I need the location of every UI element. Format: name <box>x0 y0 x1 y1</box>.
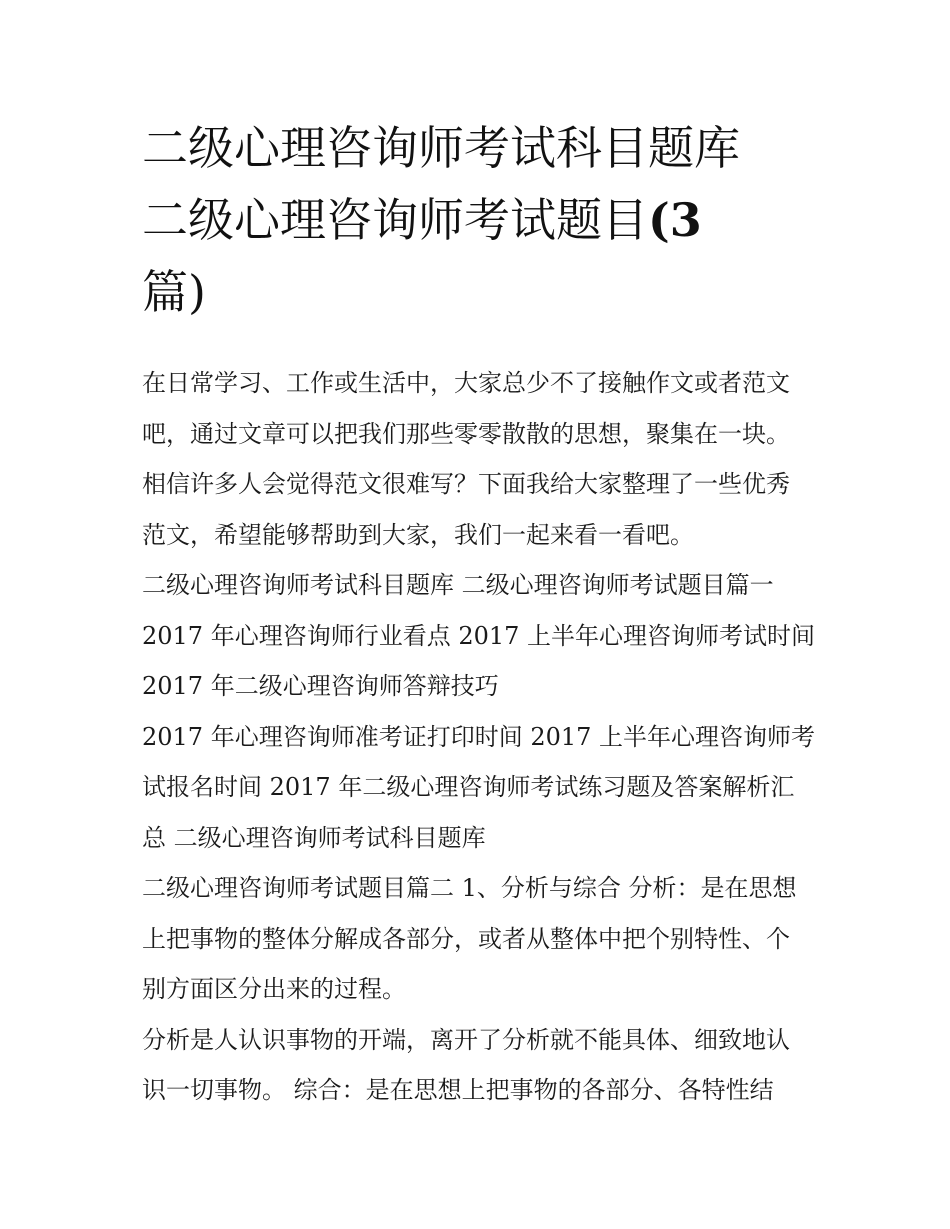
body-line: 上把事物的整体分解成各部分，或者从整体中把个别特性、个 <box>142 924 790 953</box>
document-title <box>142 112 822 328</box>
title-line-3: 篇) <box>142 265 206 319</box>
body-line: 吧，通过文章可以把我们那些零零散散的思想，聚集在一块。 <box>142 419 790 448</box>
body-line: 2017 年二级心理咨询师答辩技巧 <box>142 672 499 700</box>
body-line: 识一切事物。 综合：是在思想上把事物的各部分、各特性结 <box>142 1076 774 1104</box>
body-line: 2017 年心理咨询师行业看点 2017 上半年心理咨询师考试时间 <box>142 621 816 650</box>
document-body <box>142 358 822 1116</box>
body-line: 相信许多人会觉得范文很难写？下面我给大家整理了一些优秀 <box>142 470 790 498</box>
body-line: 总 二级心理咨询师考试科目题库 <box>142 823 486 852</box>
title-line-2-text: 二级心理咨询师考试题目 <box>142 193 648 247</box>
title-line-2-count: (3 <box>648 193 702 247</box>
body-line: 试报名时间 2017 年二级心理咨询师考试练习题及答案解析汇 <box>142 773 795 801</box>
body-line: 2017 年心理咨询师准考证打印时间 2017 上半年心理咨询师考 <box>142 722 816 751</box>
body-line: 在日常学习、工作或生活中，大家总少不了接触作文或者范文 <box>142 369 790 397</box>
body-line: 别方面区分出来的过程。 <box>142 975 406 1003</box>
body-line: 分析是人认识事物的开端，离开了分析就不能具体、细致地认 <box>142 1025 790 1054</box>
body-line: 二级心理咨询师考试科目题库 二级心理咨询师考试题目篇一 <box>142 571 774 599</box>
body-line: 二级心理咨询师考试题目篇二 1、分析与综合 分析：是在思想 <box>142 874 797 902</box>
title-line-2 <box>142 184 822 256</box>
title-line-1: 二级心理咨询师考试科目题库 <box>142 121 740 175</box>
body-line: 范文，希望能够帮助到大家，我们一起来看一看吧。 <box>142 520 694 549</box>
